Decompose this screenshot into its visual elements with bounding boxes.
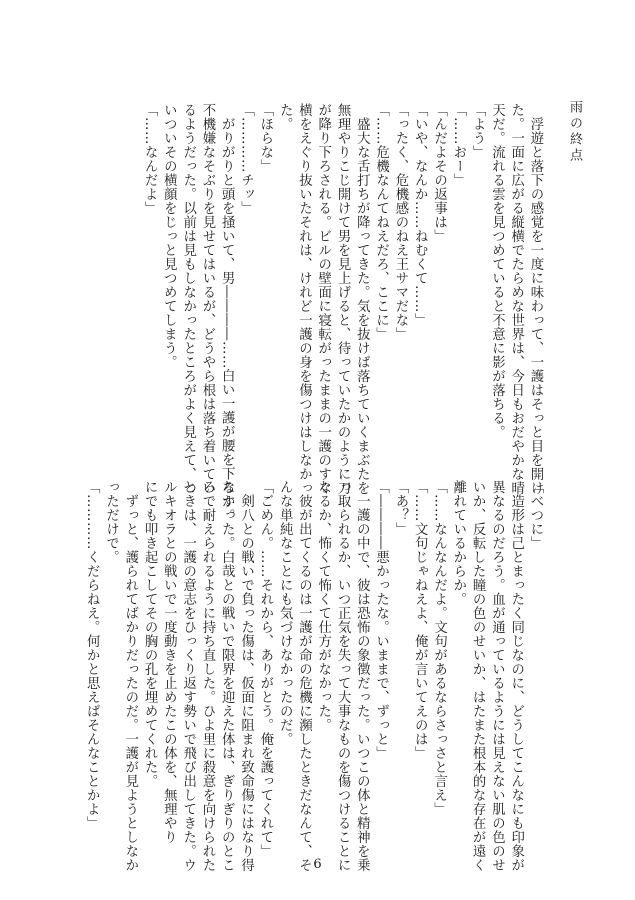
text-line: ときは、一護の意志をひっくり返す勢いで飛び出してきた。ウ: [180, 480, 196, 872]
text-line: っただけで。: [103, 480, 119, 564]
text-line: っ取られるか、いつ正気を失って大事なものを傷つけることに: [335, 480, 351, 872]
text-line: 「……文句じゃねえよ、俺が言いてえのは」: [412, 480, 428, 760]
text-line: んな単純なことにも気づけなかったのだ。: [277, 480, 293, 746]
text-line: いか、反転した瞳の色のせいか、はたまた根本的な存在が遠く: [470, 480, 486, 872]
text-line: 「……おー」: [450, 103, 466, 187]
text-line: 無理やりこじ開けて男を見上げると、待っていたかのように刀: [335, 103, 351, 495]
text-line: 異なるのだろう。血が通っているようには見えない肌の色のせ: [489, 480, 505, 872]
text-line: 「ごめん。……それから、ありがとう。俺を護ってくれて」: [257, 480, 273, 858]
text-line: ルキオラとの戦いで一度動きを止めたこの体を、無理やり: [161, 480, 177, 844]
text-line: 不機嫌なそぶりを見せてはいるが、どうやら根は落ち着いてい: [199, 103, 215, 495]
text-line: 離れているからか。: [450, 480, 466, 606]
text-line: るようだった。以前は見もしなかったところがよく見えて、つ: [180, 103, 196, 495]
text-line: た。一面に広がる縦横でたらめな世界は、今日もおだやかな晴: [508, 103, 524, 495]
text-line: 「――――悪かったな。いままで、ずっと」: [373, 480, 389, 760]
text-line: 「べつに」: [528, 480, 543, 550]
text-line: 「……なんなんだよ。文句があるならさっさと言え」: [431, 480, 447, 816]
text-line: 「……危機なんてねえだろ、ここに」: [373, 103, 389, 341]
text-line: なるか、怖くて怖くて仕方がなかった。: [315, 480, 331, 732]
text-line: 「よう」: [470, 103, 486, 159]
text-line: 「いや、なんか……ねむくて……」: [412, 103, 428, 327]
text-line: 「あ？」: [392, 480, 408, 536]
text-line: が降り下ろされる。ビルの壁面に寝転がったままの一護のすぐ: [315, 103, 331, 495]
text-line: 剣八との戦いで負った傷は、仮面に阻まれ致命傷にはなり得: [238, 480, 254, 872]
text-line: た。: [277, 103, 293, 131]
text-line: 天だ。流れる雲を見つめていると不意に影が落ちる。: [489, 103, 505, 439]
lower-text-block: [84, 480, 545, 872]
chapter-title: 雨の終点: [567, 100, 582, 164]
text-line: 盛大な舌打ちが降ってきた。気を抜けば落ちていくまぶたを: [354, 103, 370, 495]
page-number: 6: [313, 857, 322, 872]
text-line: 浮遊と落下の感覚を一度に味わって、一護はそっと目を開け: [528, 103, 543, 495]
text-line: ずっと、護られてばかりだったのだ。一護が見ようとしなか: [122, 480, 138, 872]
text-line: 彼が出てくるのは一護が命の危機に瀕したときだなんて、そ: [296, 480, 312, 872]
text-line: にでも叩き起こしてその胸の孔を埋めてくれた。: [142, 480, 158, 788]
text-line: いついその横顔をじっと見つめてしまう。: [161, 103, 177, 369]
text-line: 「ったく、危機感のねえ王サマだな」: [392, 103, 408, 341]
text-line: ろで耐えられるように持ち直した。ひよ里に殺意を向けられた: [199, 480, 215, 872]
text-line: 一護の中で、彼は恐怖の象徴だった。いつこの体と精神を乗: [354, 480, 370, 872]
text-line: 「んだよその返事は」: [431, 103, 447, 243]
text-line: 「…………チッ」: [238, 103, 254, 215]
text-line: 「……なんだよ」: [142, 103, 158, 215]
text-line: 「…………くだらねえ。何かと思えばそんなことかよ」: [84, 480, 100, 830]
text-line: 「ほらな」: [257, 103, 273, 173]
text-line: 横をえぐり抜いたそれは、けれど一護の身を傷つけはしなかっ: [296, 103, 312, 495]
text-line: なかった。白哉との戦いで限界を迎えた体は、ぎりぎりのとこ: [219, 480, 235, 872]
text-line: 造形は己とまったく同じなのに、どうしてこんなにも印象が: [508, 480, 524, 872]
text-line: がりがりと頭を掻いて、男――――……白い一護が腰を下ろす。: [219, 103, 235, 523]
